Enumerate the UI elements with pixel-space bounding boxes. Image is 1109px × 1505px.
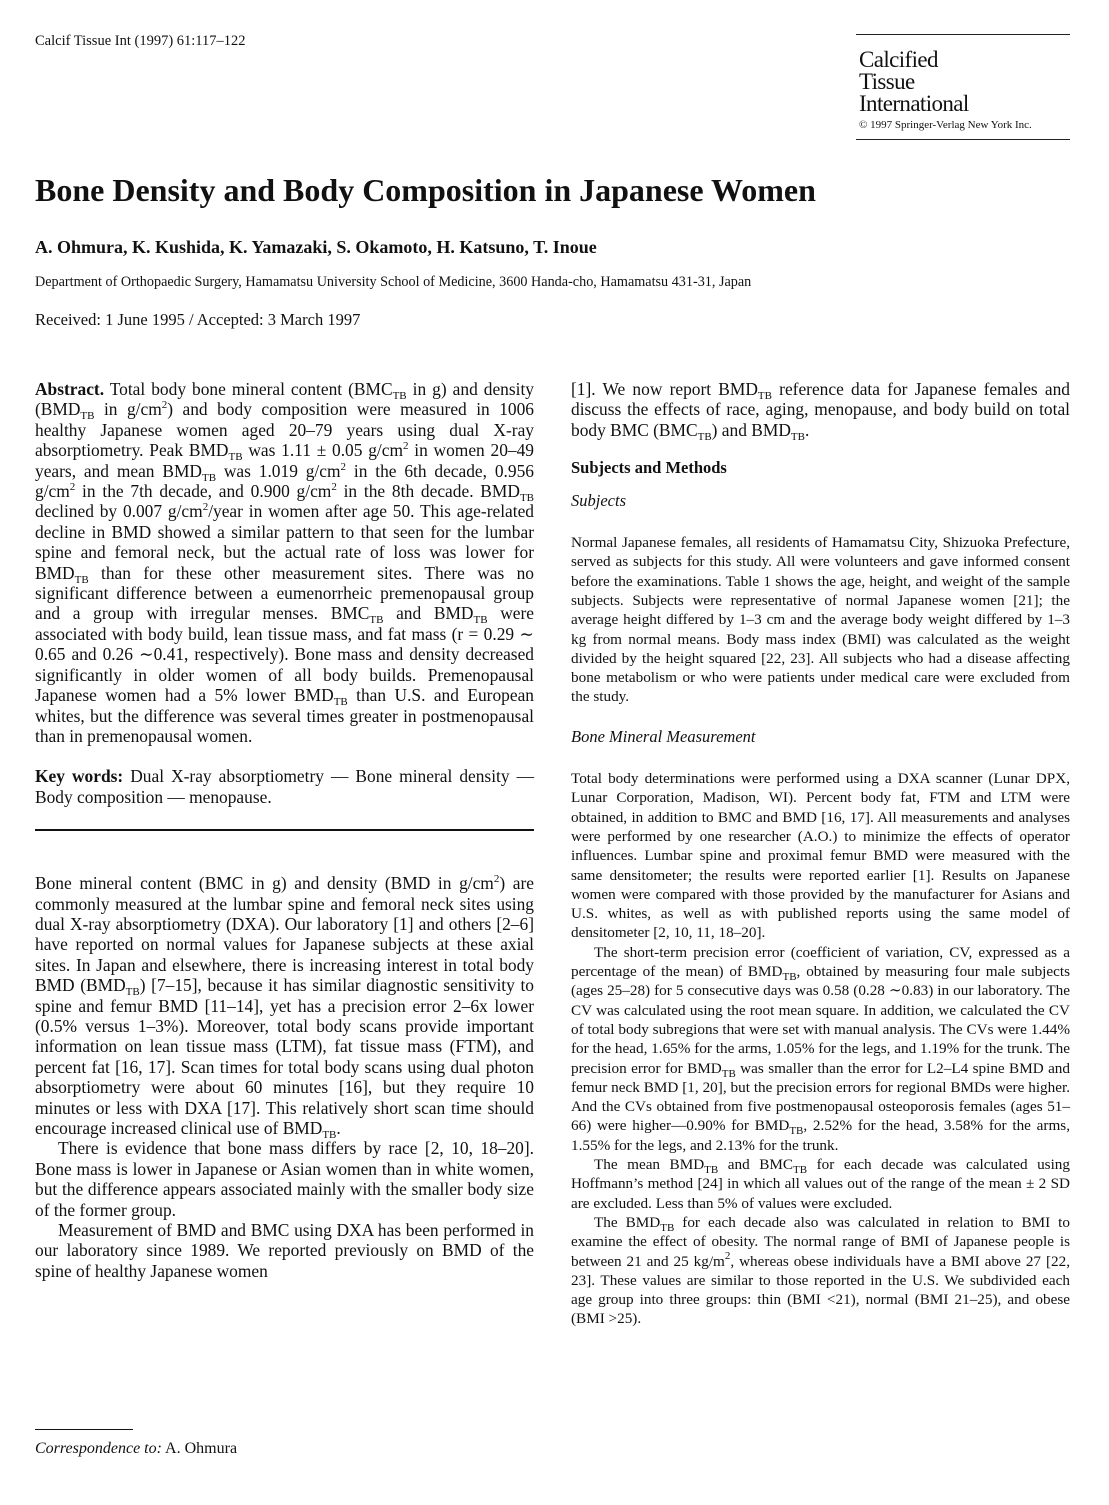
copyright: © 1997 Springer-Verlag New York Inc. — [859, 119, 1032, 131]
intro-paragraph-3: Measurement of BMD and BMC using DXA has been performed in our laboratory since 1989. We reported previously on BMD of the spine of healthy Japanese women — [35, 1220, 534, 1281]
intro-paragraph-2: There is evidence that bone mass differs by race [2, 10, 18–20]. Bone mass is lower in Japanese or Asian women than in white women, but the difference appears associated mainly with the smaller body size of the former group. — [35, 1138, 534, 1220]
logo-line-2: Tissue — [859, 69, 915, 94]
keywords: Key words: Dual X-ray absorptiometry — Bone mineral density — Body composition — menopause. — [35, 766, 534, 807]
authors: A. Ohmura, K. Kushida, K. Yamazaki, S. Okamoto, H. Katsuno, T. Inoue — [35, 237, 597, 257]
abstract-rule — [35, 829, 534, 831]
journal-citation: Calcif Tissue Int (1997) 61:117–122 — [35, 33, 246, 49]
bmm-paragraph-1: Total body determinations were performed using a DXA scanner (Lunar DPX, Lunar Corporation, Madison, WI). Percent body fat, FTM and LTM were obtained, in addition to BMC and BMD [16, 17]. All measurements and analyses were performed by one researcher (A.O.) to minimize the effects of operator influences. Lumbar spine and proximal femur BMD were measured with the same densitometer; the results were reported earlier [1]. Results on Japanese women were compared with those provided by the manufacturer for Asians and U.S. whites, as well as with published reports using the same model of densitometer [2, 10, 11, 18–20]. — [571, 770, 1070, 942]
abstract-label: Abstract. — [35, 379, 105, 399]
right-column — [571, 379, 1070, 1329]
subsection-heading-subjects: Subjects — [571, 490, 626, 510]
footnote-rule — [35, 1429, 133, 1430]
bmm-paragraph-2: The short-term precision error (coefficient of variation, CV, expressed as a percentage of the mean) of $BMD_{TB}$, obtained by measuring four male subjects (ages 25–28) for 5 consecutive days was 0.58 (0.28 ∼0.83) in our laboratory. The CV was calculated using the root mean square. In addition, we calculated the CV of total body subregions that were set with manual analysis. The CVs were 1.44% for the head, 1.65% for the arms, 1.05% for the legs, and 1.19% for the trunk. The precision error for $BMD_{TB}$ was smaller than the error for L2–L4 spine BMD and femur neck BMD [1, 20], but the precision errors for regional BMDs were higher. And the CVs obtained from five postmenopausal osteoporosis females (ages 51–66) were higher—0.90% for $BMD_{TB}$, 2.52% for the head, 3.58% for the arms, 1.55% for the legs, and 2.13% for the trunk. — [571, 943, 1071, 1154]
keywords-label: Key words: — [35, 766, 124, 787]
abstract: Abstract. Total body bone mineral content ($BMC_{TB}$ in g) and density ($BMD_{TB}$ in $g/cm^2$) and body composition were measured in 1006 healthy Japanese women aged 20–79 years using dual X-ray absorptiometry. Peak $BMD_{TB}$ was 1.11 ± 0.05 $g/cm^2$ in women 20–49 years, and mean $BMD_{TB}$ was 1.019 $g/cm^2$ in the 6th decade, 0.956 $g/cm^2$ in the 7th decade, and 0.900 $g/cm^2$ in the 8th decade. $BMD_{TB}$ declined by 0.007 $g/cm^2$/year in women after age 50. This age-related decline in BMD showed a similar pattern to that seen for the lumbar spine and femoral neck, but the actual rate of loss was lower for $BMD_{TB}$ than for these other measurement sites. There was no significant difference between a eumenorrheic premenopausal group and a group with irregular menses. $BMC_{TB}$ and $BMD_{TB}$ were associated with body build, lean tissue mass, and fat mass (r = 0.29 ∼ 0.65 and 0.26 ∼0.41, respectively). Bone mass and density decreased significantly in older women of all body builds. Premenopausal Japanese women had a 5% lower $BMD_{TB}$ than U.S. and European whites, but the difference was several times greater in postmenopausal than in premenopausal women. — [35, 379, 535, 746]
paper-title: Bone Density and Body Composition in Japanese Women — [35, 172, 816, 208]
bmm-paragraph-4: The $BMD_{TB}$ for each decade also was calculated in relation to BMI to examine the effect of obesity. The normal range of BMI of Japanese people is between 21 and 25 $kg/m^2$, whereas obese individuals have a BMI above 27 [22, 23]. These values are similar to those reported in the U.S. We subdivided each age group into three groups: thin (BMI <21), normal (BMI 21–25), and obese (BMI >25). — [571, 1213, 1070, 1328]
logo-line-1: Calcified — [859, 47, 938, 72]
bmm-paragraph-3: The mean $BMD_{TB}$ and $BMC_{TB}$ for each decade was calculated using Hoffmann’s method [24] in which all values out of the range of the mean ± 2 SD are excluded. Less than 5% of values were excluded. — [571, 1156, 1070, 1212]
received-dates: Received: 1 June 1995 / Accepted: 3 March 1997 — [35, 310, 361, 329]
intro-paragraph-1: Bone mineral content (BMC in g) and density (BMD in $g/cm^2$) are commonly measured at the lumbar spine and femoral neck sites using dual X-ray absorptiometry (DXA). Our laboratory [1] and others [2–6] have reported on normal values for Japanese subjects at these axial sites. In Japan and elsewhere, there is increasing interest in total body BMD $(BMD_{TB})$ [7–15], because it has similar diagnostic sensitivity to spine and femur BMD [11–14], yet has a precision error 2–6x lower (0.5% versus 1–3%). Moreover, total body scans provide important information on lean tissue mass (LTM), fat tissue mass (FTM), and percent fat [16, 17]. Scan times for total body scans using dual photon absorptiometry were about 60 minutes [16], but they require 10 minutes or less with DXA [17]. This relatively short scan time should encourage increased clinical use of $BMD_{TB}$. — [35, 873, 534, 1141]
subjects-paragraph: Normal Japanese females, all residents of Hamamatsu City, Shizuoka Prefecture, served as subjects for this study. All were volunteers and gave informed consent before the examinations. Table 1 shows the age, height, and weight of the sample subjects. Subjects were representative of normal Japanese women [21]; the average height differed by 1–3 cm and the average body weight differed by 1–3 kg from normal means. Body mass index (BMI) was calculated as the weight divided by the height squared [22, 23]. All subjects who had a disease affecting bone metabolism or who were patients under medical care were excluded from the study. — [571, 534, 1070, 706]
logo-bottom-rule — [856, 139, 1070, 140]
left-column — [35, 379, 534, 1281]
correspondence: Correspondence to: A. Ohmura — [35, 1440, 238, 1457]
intro-paragraph-3-cont: [1]. We now report $BMD_{TB}$ reference data for Japanese females and discuss the effects of race, aging, menopause, and body build on total body BMC $(BMC_{TB})$ and $BMD_{TB}$. — [571, 379, 1070, 443]
logo-line-3: International — [859, 91, 969, 116]
affiliation: Department of Orthopaedic Surgery, Hamamatsu University School of Medicine, 3600 Handa-cho, Hamamatsu 431-31, Japan — [35, 274, 752, 290]
section-heading-methods: Subjects and Methods — [571, 458, 727, 478]
subsection-heading-bmm: Bone Mineral Measurement — [571, 726, 756, 746]
journal-logo — [856, 34, 1070, 140]
